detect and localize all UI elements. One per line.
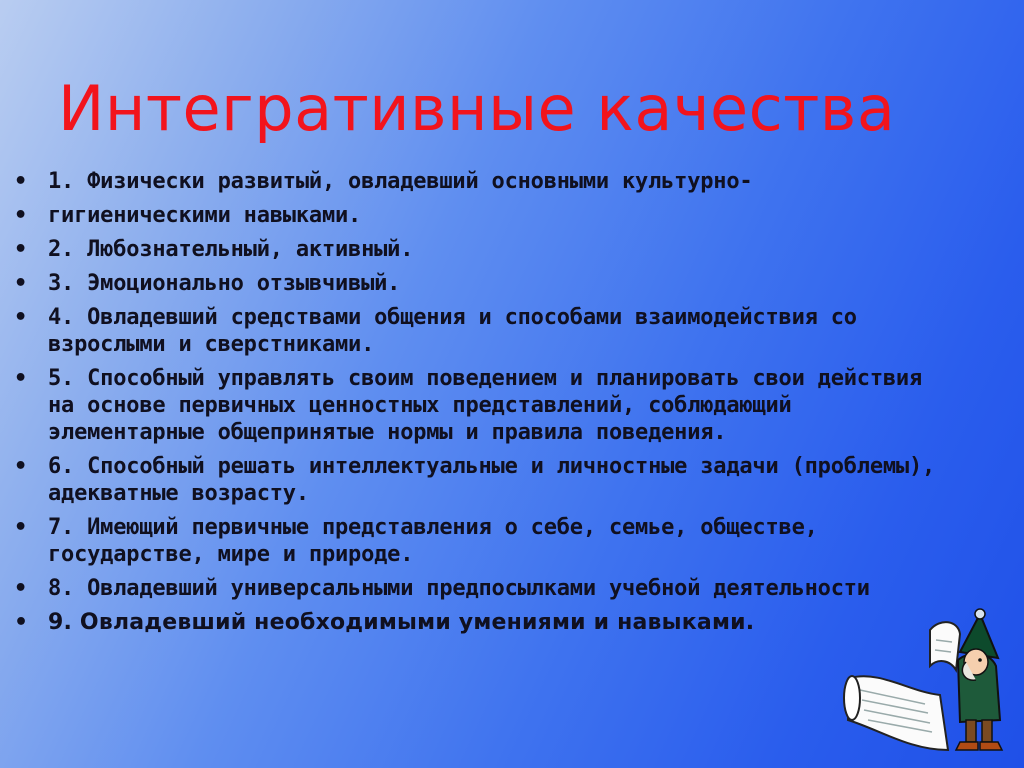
list-item (14, 514, 944, 568)
list-item-text: 4. Овладевший средствами общения и способами взаимодействия со взрослыми и сверстниками. (48, 305, 857, 357)
bullet-icon: • (14, 366, 28, 391)
list-item-text: 5. Способный управлять своим поведением и планировать свои действия на основе первичных ценностных представлений, соблюдающий элементарные общепринятые нормы и правила поведения. (48, 366, 923, 445)
bullet-icon: • (14, 305, 28, 330)
list-item (14, 270, 944, 297)
list-item (14, 236, 944, 263)
bullet-icon: • (14, 203, 28, 228)
bullet-icon: • (14, 454, 28, 479)
list-item (14, 304, 944, 358)
list-item (14, 168, 944, 195)
bullet-icon: • (14, 515, 28, 540)
slide-title: Интегративные качества (58, 72, 896, 145)
list-item (14, 453, 944, 507)
list-item-text: 2. Любознательный, активный. (48, 237, 414, 262)
bullet-icon: • (14, 237, 28, 262)
list-item-text: 1. Физически развитый, овладевший основными культурно- (48, 169, 753, 194)
elf-with-scroll-icon (830, 600, 1010, 760)
bullet-icon: • (14, 610, 29, 635)
list-item-text: 6. Способный решать интеллектуальные и личностные задачи (проблемы), адекватные возрасту. (48, 454, 936, 506)
bullet-list (14, 168, 944, 643)
bullet-icon: • (14, 576, 28, 601)
list-item (14, 575, 944, 602)
list-item (14, 202, 944, 229)
list-item-text: гигиеническими навыками. (48, 203, 362, 228)
list-item-text: 9. Овладевший необходимыми умениями и навыками. (48, 610, 755, 635)
list-item-text: 8. Овладевший универсальными предпосылками учебной деятельности (48, 576, 870, 601)
list-item-text: 7. Имеющий первичные представления о себе, семье, обществе, государстве, мире и природе. (48, 515, 818, 567)
list-item (14, 365, 944, 446)
list-item (14, 609, 944, 636)
bullet-icon: • (14, 271, 28, 296)
list-item-text: 3. Эмоционально отзывчивый. (48, 271, 401, 296)
bullet-icon: • (14, 169, 28, 194)
